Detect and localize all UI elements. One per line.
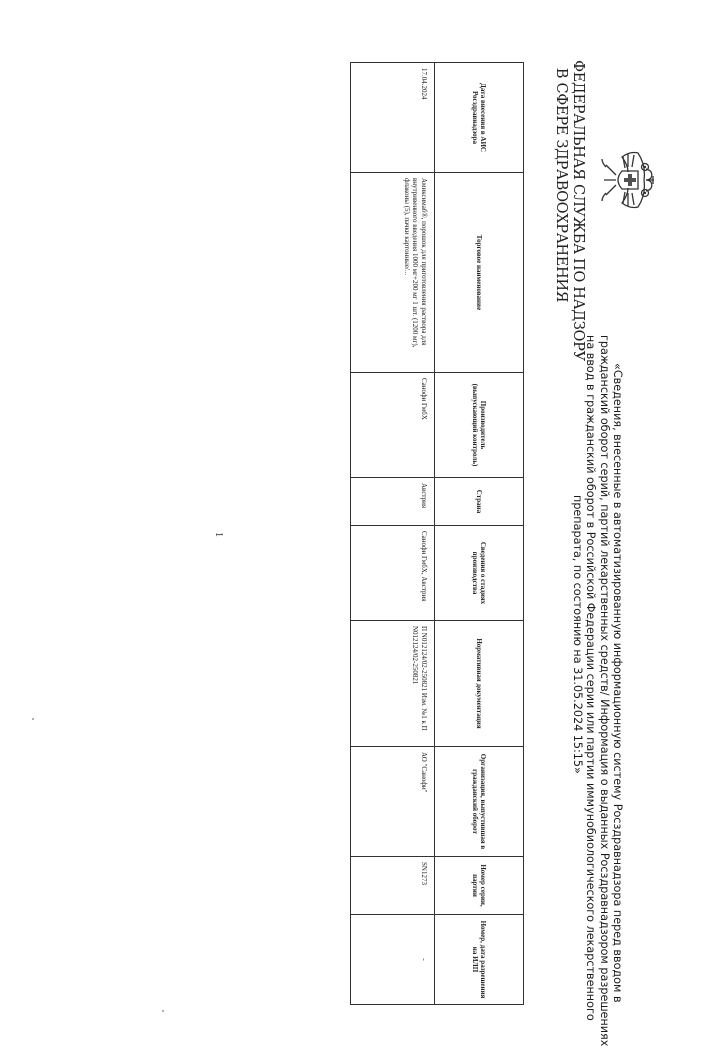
table-header-row <box>435 63 524 1005</box>
cell-series: SN1273 <box>351 857 435 915</box>
double-headed-eagle-emblem-icon <box>598 145 662 215</box>
table-row <box>351 63 435 1005</box>
cell-permit: - <box>351 915 435 1005</box>
cell-normative: П N012124/02-250821 Изм. №1 к П N012124/02-250821 <box>351 621 435 747</box>
scan-artifact <box>32 718 34 720</box>
organization-name-line-1: ФЕДЕРАЛЬНАЯ СЛУЖБА ПО НАДЗОРУ <box>570 60 586 361</box>
heading-line-3: на ввод в гражданский оборот в Российской Федерации серии или партии иммунобиологического лекарственного <box>584 335 598 1021</box>
organization-name <box>552 60 586 361</box>
header-permit: Номер, дата разрешения на ИЛП <box>435 915 524 1005</box>
header-date: Дата внесения в АИС Росздравнадзора <box>435 63 524 173</box>
document-heading <box>570 335 624 1046</box>
cell-manufacturer: Санофи ГмбХ <box>351 373 435 478</box>
scan-artifact <box>162 1010 164 1012</box>
heading-line-4: препарата, по состоянию на 31.05.2024 15:15» <box>570 495 584 774</box>
cell-stages: Санофи ГмбХ, Австрия <box>351 526 435 621</box>
cell-organization: АО "Санофи" <box>351 747 435 857</box>
header-organization: Организация, выпустившая в гражданский оборот <box>435 747 524 857</box>
cell-date: 17.04.2024 <box>351 63 435 173</box>
header-manufacturer: Производитель (выпускающий контроль) <box>435 373 524 478</box>
cell-trade-name: Амиксимаб®, порошок для приготовления раствора для внутривенного введения 1000 мг+200 мг 1 шт. (1200 мг), флаконы (5), пачки картонные/... <box>351 173 435 373</box>
organization-name-line-2: В СФЕРЕ ЗДРАВООХРАНЕНИЯ <box>553 67 569 303</box>
heading-line-1: «Сведения, внесенные в автоматизированную информационную систему Росздравнадзора перед вводом в <box>611 363 624 1003</box>
header-series: Номер серии, партии <box>435 857 524 915</box>
header-normative: Нормативная документация <box>435 621 524 747</box>
cell-country: Австрия <box>351 478 435 526</box>
page-number: 1 <box>213 532 224 537</box>
header-trade-name: Торговое наименование <box>435 173 524 373</box>
registry-table <box>350 62 524 1005</box>
header-stages: Сведения о стадиях производства <box>435 526 524 621</box>
heading-line-2: гражданский оборот серий, партий лекарственных средств/ Информация о выданных Росздравнадзором разрешениях <box>597 335 611 1046</box>
header-country: Страна <box>435 478 524 526</box>
